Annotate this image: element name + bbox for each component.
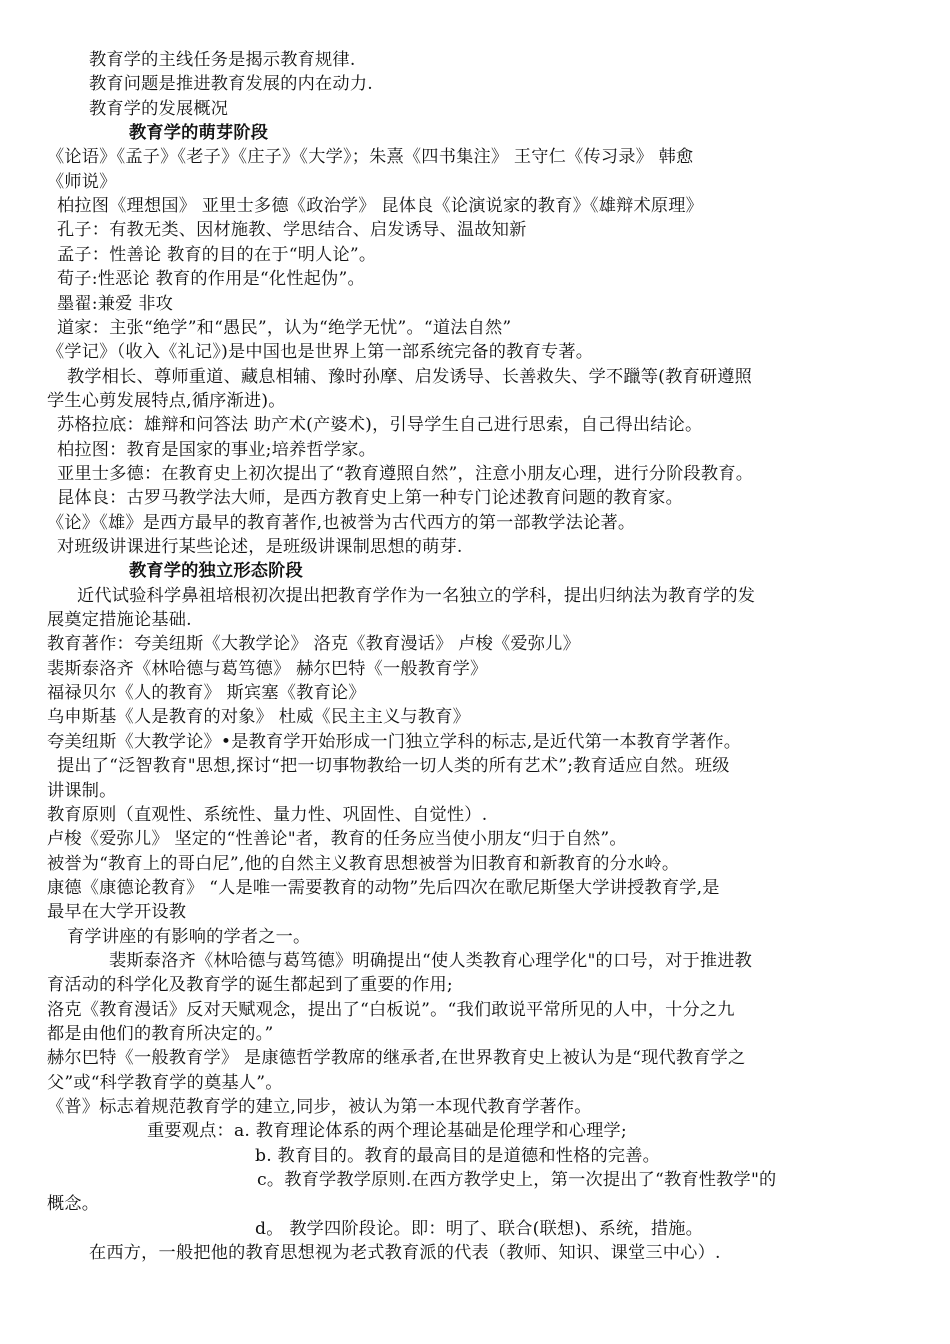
text-line: 教学相长、尊师重道、藏息相辅、豫时孙摩、启发诱导、长善救失、学不躐等(教育研遵照: [67, 366, 753, 387]
text-line: 康德《康德论教育》 “人是唯一需要教育的动物”先后四次在歌尼斯堡大学讲授教育学,是: [47, 877, 720, 898]
text-line: 都是由他们的教育所决定的。”: [47, 1024, 274, 1044]
text-line: c。教育学教学原则.在西方教学史上，第一次提出了“教育性教学"的: [257, 1170, 777, 1191]
text-line: 昆体良：古罗马教学法大师，是西方教育史上第一种专门论述教育问题的教育家。: [57, 488, 683, 509]
text-line: 裴斯泰洛齐《林哈德与葛笃德》明确提出“使人类教育心理学化"的口号，对于推进教: [109, 950, 753, 971]
text-line: 教育问题是推进教育发展的内在动力.: [89, 74, 373, 95]
text-line: 墨翟:兼爱 非攻: [57, 293, 173, 314]
text-line: 近代试验科学鼻祖培根初次提出把教育学作为一名独立的学科，提出归纳法为教育学的发: [77, 585, 756, 606]
text-line: 育学讲座的有影响的学者之一。: [67, 926, 311, 947]
text-line: 孟子：性善论 教育的目的在于“明人论”。: [57, 244, 377, 265]
text-line: 教育学的主线任务是揭示教育规律.: [89, 50, 356, 70]
text-line: b. 教育目的。教育的最高目的是道德和性格的完善。: [255, 1145, 661, 1166]
text-line: 道家：主张“绝学”和“愚民”，认为“绝学无忧”。“道法自然”: [57, 317, 512, 338]
text-line: 卢梭《爱弥儿》 坚定的“性善论"者，教育的任务应当使小朋友“归于自然”。: [47, 829, 627, 850]
text-line: 《普》标志着规范教育学的建立,同步，被认为第一本现代教育学著作。: [47, 1097, 592, 1118]
text-line: 学生心剪发展特点,循序渐进)。: [47, 390, 286, 411]
text-line: d。 教学四阶段论。即：明了、联合(联想)、系统，措施。: [255, 1218, 703, 1239]
text-line: 展奠定措施论基础.: [47, 610, 192, 631]
section-heading: 教育学的独立形态阶段: [129, 561, 303, 582]
text-line: 对班级讲课进行某些论述，是班级讲课制思想的萌芽.: [57, 537, 463, 557]
text-line: 讲课制。: [47, 780, 117, 801]
text-line: 柏拉图《理想国》 亚里士多德《政治学》 昆体良《论演说家的教育》《雄辩术原理》: [57, 196, 704, 217]
text-line: 《论》《雄》是西方最早的教育著作,也被誉为古代西方的第一部教学法论著。: [47, 512, 636, 533]
text-line: 孔子：有教无类、因材施教、学思结合、启发诱导、温故知新: [57, 220, 527, 241]
text-line: 育活动的科学化及教育学的诞生都起到了重要的作用;: [47, 975, 453, 996]
text-line: 荀子:性恶论 教育的作用是“化性起伪”。: [57, 269, 365, 290]
text-line: 夸美纽斯《大教学论》•是教育学开始形成一门独立学科的标志,是近代第一本教育学著作。: [47, 731, 742, 752]
text-line: 乌申斯基《人是教育的对象》 杜威《民主主义与教育》: [47, 707, 470, 728]
text-line: 在西方，一般把他的教育思想视为老式教育派的代表（教师、知识、课堂三中心）.: [89, 1243, 721, 1264]
text-line: 《师说》: [47, 171, 117, 192]
text-line: 亚里士多德：在教育史上初次提出了“教育遵照自然”，注意小朋友心理，进行分阶段教育。: [57, 463, 754, 484]
text-line: 最早在大学开设教: [47, 902, 187, 923]
text-line: 被誉为“教育上的哥白尼”,他的自然主义教育思想被誉为旧教育和新教育的分水岭。: [47, 853, 680, 874]
text-line: 教育著作：夸美纽斯《大教学论》 洛克《教育漫话》 卢梭《爱弥儿》: [47, 634, 580, 655]
text-line: 洛克《教育漫话》反对天赋观念，提出了“白板说”。“我们敢说平常所见的人中，十分之九: [47, 999, 735, 1020]
text-line: 苏格拉底：雄辩和问答法 助产术(产婆术)，引导学生自己进行思索，自己得出结论。: [57, 415, 703, 436]
text-line: 柏拉图：教育是国家的事业;培养哲学家。: [57, 439, 376, 460]
text-line: 赫尔巴特《一般教育学》 是康德哲学教席的继承者,在世界教育史上被认为是“现代教育学之: [47, 1048, 746, 1069]
text-line: 教育原则（直观性、系统性、量力性、巩固性、自觉性）.: [47, 804, 488, 825]
text-line: 教育学的发展概况: [89, 98, 229, 119]
text-line: 福禄贝尔《人的教育》 斯宾塞《教育论》: [47, 683, 366, 704]
text-line: 重要观点：a. 教育理论体系的两个理论基础是伦理学和心理学;: [147, 1121, 627, 1142]
text-line: 概念。: [47, 1194, 100, 1215]
text-line: 《论语》《孟子》《老子》《庄子》《大学》；朱熹《四书集注》 王守仁《传习录》 韩愈: [47, 147, 694, 168]
text-line: 《学记》（收入《礼记》)是中国也是世界上第一部系统完备的教育专著。: [47, 342, 594, 363]
section-heading: 教育学的萌芽阶段: [129, 123, 269, 144]
text-line: 裴斯泰洛齐《林哈德与葛笃德》 赫尔巴特《一般教育学》: [47, 658, 488, 679]
text-line: 父”或“科学教育学的奠基人”。: [47, 1072, 283, 1093]
text-line: 提出了“泛智教育"思想,探讨“把一切事物教给一切人类的所有艺术”;教育适应自然。班级: [57, 756, 730, 777]
